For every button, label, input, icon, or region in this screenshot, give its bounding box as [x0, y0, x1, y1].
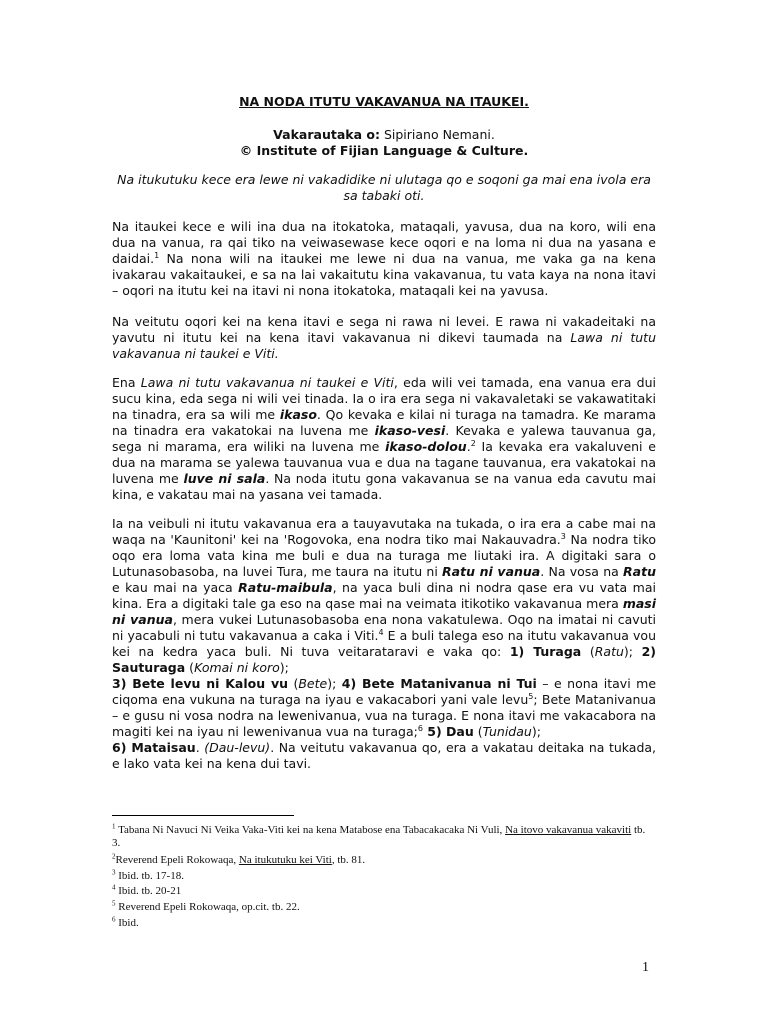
footnote-text: Ibid. tb. 20-21	[118, 885, 182, 897]
footnote-2	[112, 854, 656, 867]
p4-text-c: . Na vosa na	[540, 564, 624, 579]
p2-law-title: Lawa ni tutu vakavanua ni taukei e Viti.	[112, 330, 656, 361]
paren: );	[623, 644, 642, 659]
paragraph-4	[112, 516, 656, 772]
footnote-ref-3[interactable]: 3	[560, 531, 566, 541]
footnote-title-link[interactable]: Na itovo vakavanua vakaviti	[505, 824, 632, 836]
footnote-number: 4	[112, 883, 116, 892]
footnote-separator	[112, 815, 294, 816]
footnote-text: Reverend Epeli Rokowaqa, op.cit. tb. 22.	[118, 901, 300, 913]
p1-text-b: Na nona wili na itaukei me lewe ni dua na vanua, me vaka ga na kena ivakarau vakaitaukei, e sa na lai vakaitutu kina vakavanua, tu vata kaya na nona itavi – oqori na itutu kei na itavi ni nona itokatoka, mataqali kei na yavusa.	[112, 251, 656, 298]
footnote-text: Reverend Epeli Rokowaqa,	[115, 854, 239, 866]
punct: .	[195, 740, 205, 755]
p3-text-g: . Na noda itutu gona vakavanua se na vanua eda cavutu mai kina, e vakatau mai na yasana vei tamada.	[112, 471, 656, 502]
footnote-text: tb. 3.	[112, 824, 646, 849]
footnote-6	[112, 917, 656, 930]
paren: );	[531, 724, 541, 739]
term-ikaso-vesi: ikaso-vesi	[374, 423, 446, 438]
title-tunidau: Tunidau	[482, 724, 532, 739]
footnote-number: 6	[112, 915, 116, 924]
author-line	[112, 127, 656, 143]
author-block	[112, 127, 656, 159]
term-ratu: Ratu	[623, 564, 656, 579]
title-dau: 5) Dau	[422, 724, 474, 739]
footnote-text: Ibid.	[118, 917, 139, 929]
p4-text-d: e kau mai na yaca	[112, 580, 239, 595]
page-number: 1	[642, 960, 649, 975]
page-title	[112, 94, 656, 109]
p4-text-j: – e nona itavi me ciqoma ena vukuna na turaga na iyau e vakacabori yani vale levu	[112, 676, 657, 707]
p3-text-a: Ena	[112, 375, 141, 390]
footnote-3	[112, 870, 656, 883]
title-text: NA NODA ITUTU VAKAVANUA NA ITAUKEI	[239, 94, 525, 109]
paren: (	[581, 644, 595, 659]
footnote-number: 5	[112, 899, 116, 908]
title-turaga: 1) Turaga	[509, 644, 582, 659]
p2-text-a: Na veitutu oqori kei na kena itavi e sega ni rawa ni levei. E rawa ni vakadeitaki na yavutu ni itutu kei na kena itavi vakavanua ni dikevi taumada na	[112, 314, 656, 345]
paren: );	[279, 660, 289, 675]
title-bete-matanivanua: 4) Bete Matanivanua ni Tui	[341, 676, 537, 691]
p4-text-g: E a buli talega eso na itutu vakavanua vou kei na kedra yaca buli. Ni tuva veitarataravi e vaka qo:	[112, 628, 656, 659]
footnote-ref-5[interactable]: 5	[528, 691, 534, 701]
intro-note: Na itukutuku kece era lewe ni vakadidike ni ulutaga qo e soqoni ga mai ena ivola era sa tabaki oti.	[117, 172, 651, 203]
footnote-1	[112, 824, 656, 849]
footnote-ref-1[interactable]: 1	[154, 250, 160, 260]
title-komai-ni-koro: Komai ni koro	[194, 660, 280, 675]
title-dot: .	[524, 94, 529, 109]
p4-text-e: , na yaca buli dina ni nodra qase era vu vata mai kina. Era a digitaki tale ga eso na qase mai na veimata itikotiko vakavanua mera	[112, 580, 656, 611]
p4-text-a: Ia na veibuli ni itutu vakavanua era a tauyavutaka na tukada, o ira era a cabe mai na waqa na 'Kaunitoni' kei na 'Rogovoka, ena nodra tiko mai Nakauvadra.	[112, 516, 656, 547]
author-label: Vakarautaka o:	[273, 127, 380, 142]
footnote-number: 1	[112, 822, 116, 831]
p4-text-b: Na nodra tiko oqo era loma vata kina me buli e dua na turaga me liutaki ira. A digitaki sara o Lutunasobasoba, na luvei Tura, me taura na itutu ni	[112, 532, 656, 579]
title-bete: Bete	[298, 676, 328, 691]
p4-text-f: , mera vukei Lutunasobasoba ena nona vakatulewa. Oqo na imatai ni cavuti ni yacabuli ni tutu vakavanua a caka i Viti.	[112, 612, 656, 643]
footnote-ref-2[interactable]: 2	[470, 438, 476, 448]
term-ratu-ni-vanua: Ratu ni vanua	[442, 564, 541, 579]
p3-text-e: .	[466, 439, 471, 454]
paragraph-3	[112, 375, 656, 503]
footnote-text: Ibid. tb. 17-18.	[118, 870, 184, 882]
p3-text-d: . Kevaka e yalewa tauvanua ga, sega ni marama, era wiliki na luvena me	[112, 423, 657, 454]
footnote-4	[112, 885, 656, 898]
p3-text-f: Ia kevaka era vakaluveni e dua na marama se yalewa tauvanua vua e dua na tagane tauvanua, era vakatokai na luvena me	[112, 439, 656, 486]
p3-text-c: . Qo kevaka e kilai ni turaga na tamadra. Ke marama na tinadra era vakatokai na luvena me	[112, 407, 656, 438]
term-luve-ni-sala: luve ni sala	[183, 471, 266, 486]
footnote-number: 3	[112, 868, 116, 877]
paren: (	[473, 724, 483, 739]
term-ikaso: ikaso	[279, 407, 317, 422]
p3-law-title: Lawa ni tutu vakavanua ni taukei e Viti	[140, 375, 394, 390]
footnote-number: 2	[112, 852, 116, 861]
copyright-line	[112, 143, 656, 159]
footnote-text: Tabana Ni Navuci Ni Veika Vaka-Viti kei na kena Matabose ena Tabacakacaka Ni Vuli,	[118, 824, 506, 836]
footnote-title-link[interactable]: Na itukutuku kei Viti	[238, 854, 332, 866]
title-bete-levu: 3) Bete levu ni Kalou vu	[112, 676, 289, 691]
paren: (	[288, 676, 299, 691]
title-ratu: Ratu	[594, 644, 624, 659]
term-masi-ni-vanua: masi ni vanua	[112, 596, 656, 627]
footnote-5	[112, 901, 656, 914]
title-mataisau: 6) Mataisau	[112, 740, 196, 755]
author-name: Sipiriano Nemani.	[383, 127, 495, 142]
term-ratu-maibula: Ratu-maibula	[238, 580, 333, 595]
paren: );	[327, 676, 342, 691]
paragraph-1	[112, 219, 656, 299]
footnote-ref-6[interactable]: 6	[417, 723, 423, 733]
term-ikaso-dolou: ikaso-dolou	[385, 439, 467, 454]
title-dau-levu: (Dau-levu)	[204, 740, 271, 755]
paren: (	[185, 660, 195, 675]
copyright-text: © Institute of Fijian Language & Culture.	[239, 143, 529, 158]
footnote-ref-4[interactable]: 4	[378, 627, 384, 637]
title-sauturaga: 2) Sauturaga	[112, 644, 657, 675]
p3-text-b: , eda wili vei tamada, ena vanua era dui sucu kina, eda sega ni wili vei tinada. Ia o ira era sega ni vakavaletaki se vakawatitaki na tinadra, era sa wili me	[112, 375, 656, 422]
p4-text-n: . Na veitutu vakavanua qo, era a vakatau deitaka na tukada, e lako vata kei na kena dui tavi.	[112, 740, 657, 771]
p1-text-a: Na itaukei kece e wili ina dua na itokatoka, mataqali, yavusa, dua na koro, wili ena dua na vanua, ra qai tiko na veiwasewase kece oqori e na loma ni dua na yasana e daidai.	[112, 219, 656, 266]
footnote-text: , tb. 81.	[331, 854, 366, 866]
p4-text-k: ; Bete Matanivanua – e gusu ni vosa nodra na lewenivanua, vua na turaga. E nona itavi me vakacabora na magiti kei na iyau ni lewenivanua vua na turaga;	[112, 692, 656, 739]
paragraph-2	[112, 314, 656, 362]
